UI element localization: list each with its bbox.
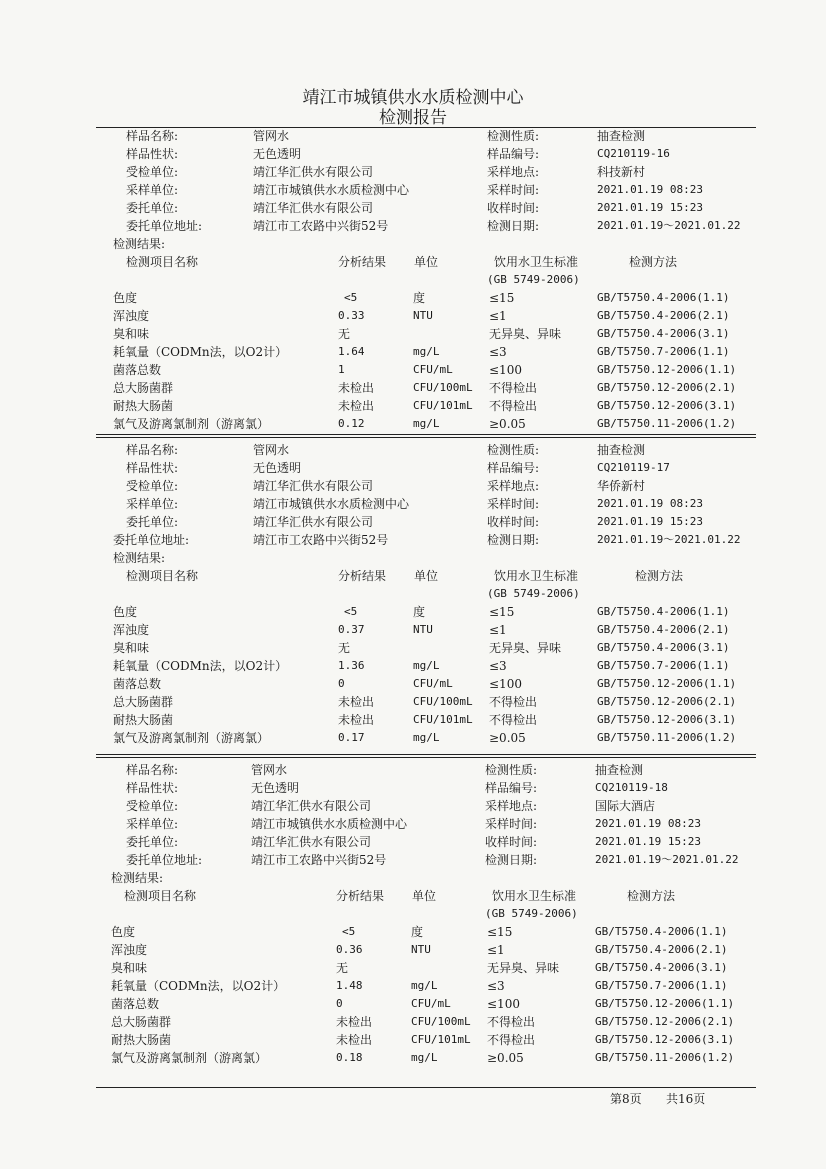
value-inspected-unit: 靖江华汇供水有限公司 — [251, 799, 372, 813]
value-sampling-site: 国际大酒店 — [595, 799, 656, 813]
cell-unit: CFU/mL — [411, 997, 451, 1010]
cell-result: 1.36 — [338, 659, 365, 672]
cell-method: GB/T5750.11-2006(1.2) — [597, 731, 737, 744]
cell-unit: mg/L — [411, 1051, 438, 1064]
cell-standard: ≥0.05 — [489, 731, 526, 745]
cell-standard: ≤1 — [489, 623, 507, 637]
value-sampling-unit: 靖江市城镇供水水质检测中心 — [253, 183, 410, 197]
label-sampling-time: 采样时间: — [485, 817, 538, 831]
value-inspected-unit: 靖江华汇供水有限公司 — [253, 165, 374, 179]
value-sample-name: 管网水 — [253, 443, 290, 457]
cell-unit: 度 — [411, 925, 424, 939]
cell-item: 总大肠菌群 — [113, 381, 174, 395]
cell-method: GB/T5750.11-2006(1.2) — [597, 417, 737, 430]
cell-standard: ≤15 — [487, 925, 513, 939]
cell-method: GB/T5750.12-2006(1.1) — [597, 677, 737, 690]
cell-method: GB/T5750.7-2006(1.1) — [597, 659, 730, 672]
cell-method: GB/T5750.12-2006(2.1) — [597, 381, 737, 394]
label-inspected-unit: 受检单位: — [126, 165, 179, 179]
cell-result: 无 — [338, 641, 351, 655]
page-number: 第8页 — [610, 1092, 642, 1106]
label-test-date: 检测日期: — [487, 533, 540, 547]
cell-method: GB/T5750.12-2006(3.1) — [597, 713, 737, 726]
cell-unit: CFU/100mL — [413, 381, 473, 394]
label-sampling-site: 采样地点: — [485, 799, 538, 813]
cell-item: 臭和味 — [111, 961, 148, 975]
cell-item: 浑浊度 — [111, 943, 148, 957]
cell-method: GB/T5750.7-2006(1.1) — [595, 979, 728, 992]
cell-standard: ≤1 — [489, 309, 507, 323]
cell-method: GB/T5750.4-2006(2.1) — [597, 623, 730, 636]
cell-item: 色度 — [111, 925, 136, 939]
cell-result: 未检出 — [336, 1015, 373, 1029]
label-entrusting-unit: 委托单位: — [126, 835, 179, 849]
col-method-header: 检测方法 — [629, 255, 678, 269]
cell-result: <5 — [344, 291, 358, 304]
label-test-nature: 检测性质: — [487, 129, 540, 143]
label-receiving-time: 收样时间: — [487, 515, 540, 529]
cell-result: 未检出 — [338, 381, 375, 395]
value-test-nature: 抽查检测 — [595, 763, 644, 777]
label-test-nature: 检测性质: — [487, 443, 540, 457]
cell-result: 0.18 — [336, 1051, 363, 1064]
cell-result: <5 — [342, 925, 356, 938]
value-test-nature: 抽查检测 — [597, 129, 646, 143]
footer-rule — [96, 1087, 756, 1088]
cell-item: 氯气及游离氯制剂（游离氯） — [111, 1051, 268, 1065]
value-receiving-time: 2021.01.19 15:23 — [595, 835, 701, 848]
cell-unit: CFU/100mL — [413, 695, 473, 708]
label-sampling-time: 采样时间: — [487, 183, 540, 197]
cell-result: 0.36 — [336, 943, 363, 956]
label-entrusting-unit: 委托单位: — [126, 515, 179, 529]
value-entrusting-address: 靖江市工农路中兴街52号 — [251, 853, 387, 867]
cell-result: 0.12 — [338, 417, 365, 430]
cell-unit: mg/L — [413, 345, 440, 358]
value-sample-name: 管网水 — [251, 763, 288, 777]
cell-result: 未检出 — [336, 1033, 373, 1047]
cell-unit: mg/L — [411, 979, 438, 992]
cell-method: GB/T5750.4-2006(1.1) — [597, 605, 730, 618]
cell-standard: 不得检出 — [487, 1015, 536, 1029]
cell-item: 色度 — [113, 291, 138, 305]
results-heading: 检测结果: — [113, 237, 166, 251]
col-standard-ref: (GB 5749-2006) — [485, 907, 578, 920]
cell-result: 无 — [338, 327, 351, 341]
cell-standard: 不得检出 — [489, 381, 538, 395]
value-sample-no: CQ210119-18 — [595, 781, 668, 794]
value-sampling-time: 2021.01.19 08:23 — [597, 183, 703, 196]
cell-item: 总大肠菌群 — [113, 695, 174, 709]
cell-unit: CFU/mL — [413, 363, 453, 376]
label-sampling-site: 采样地点: — [487, 165, 540, 179]
label-entrusting-address: 委托单位地址: — [113, 533, 190, 547]
value-sampling-time: 2021.01.19 08:23 — [597, 497, 703, 510]
value-sample-nature: 无色透明 — [251, 781, 300, 795]
header-rule — [96, 127, 756, 128]
cell-result: 0.37 — [338, 623, 365, 636]
cell-item: 氯气及游离氯制剂（游离氯） — [113, 417, 270, 431]
cell-method: GB/T5750.11-2006(1.2) — [595, 1051, 735, 1064]
cell-method: GB/T5750.4-2006(1.1) — [595, 925, 728, 938]
cell-standard: ≥0.05 — [489, 417, 526, 431]
label-entrusting-unit: 委托单位: — [126, 201, 179, 215]
label-test-nature: 检测性质: — [485, 763, 538, 777]
value-test-nature: 抽查检测 — [597, 443, 646, 457]
cell-unit: CFU/101mL — [413, 713, 473, 726]
value-sample-name: 管网水 — [253, 129, 290, 143]
col-standard-ref: (GB 5749-2006) — [487, 273, 580, 286]
label-sampling-unit: 采样单位: — [126, 817, 179, 831]
cell-item: 总大肠菌群 — [111, 1015, 172, 1029]
cell-standard: ≤100 — [489, 363, 522, 377]
label-test-date: 检测日期: — [485, 853, 538, 867]
cell-standard: 不得检出 — [489, 695, 538, 709]
label-receiving-time: 收样时间: — [487, 201, 540, 215]
label-sampling-unit: 采样单位: — [126, 183, 179, 197]
cell-standard: ≤3 — [487, 979, 505, 993]
cell-unit: mg/L — [413, 417, 440, 430]
col-item-header: 检测项目名称 — [124, 889, 197, 903]
label-sample-no: 样品编号: — [487, 461, 540, 475]
cell-unit: CFU/100mL — [411, 1015, 471, 1028]
cell-unit: NTU — [413, 623, 433, 636]
cell-standard: ≤100 — [489, 677, 522, 691]
report-subtitle: 检测报告 — [379, 108, 447, 128]
section-divider-2 — [96, 754, 756, 755]
value-receiving-time: 2021.01.19 15:23 — [597, 201, 703, 214]
cell-result: 0 — [338, 677, 345, 690]
label-sample-nature: 样品性状: — [126, 781, 179, 795]
cell-standard: 不得检出 — [487, 1033, 536, 1047]
cell-standard: ≤3 — [489, 659, 507, 673]
label-sampling-time: 采样时间: — [487, 497, 540, 511]
cell-method: GB/T5750.12-2006(2.1) — [597, 695, 737, 708]
value-sampling-unit: 靖江市城镇供水水质检测中心 — [253, 497, 410, 511]
cell-method: GB/T5750.4-2006(2.1) — [595, 943, 728, 956]
cell-item: 臭和味 — [113, 641, 150, 655]
cell-item: 菌落总数 — [113, 677, 162, 691]
cell-result: <5 — [344, 605, 358, 618]
col-standard-header: 饮用水卫生标准 — [494, 569, 579, 583]
cell-method: GB/T5750.4-2006(2.1) — [597, 309, 730, 322]
label-sample-no: 样品编号: — [485, 781, 538, 795]
value-entrusting-unit: 靖江华汇供水有限公司 — [251, 835, 372, 849]
cell-unit: CFU/mL — [413, 677, 453, 690]
cell-standard: 无异臭、异味 — [489, 641, 562, 655]
col-standard-ref: (GB 5749-2006) — [487, 587, 580, 600]
value-sample-nature: 无色透明 — [253, 147, 302, 161]
cell-method: GB/T5750.12-2006(3.1) — [595, 1033, 735, 1046]
cell-standard: ≥0.05 — [487, 1051, 524, 1065]
col-unit-header: 单位 — [412, 889, 437, 903]
cell-item: 耗氧量（CODMn法，以O2计） — [113, 659, 288, 673]
cell-item: 耐热大肠菌 — [113, 399, 174, 413]
report-title: 靖江市城镇供水水质检测中心 — [302, 88, 524, 108]
cell-method: GB/T5750.4-2006(3.1) — [597, 641, 730, 654]
cell-method: GB/T5750.12-2006(3.1) — [597, 399, 737, 412]
cell-method: GB/T5750.7-2006(1.1) — [597, 345, 730, 358]
label-sample-nature: 样品性状: — [126, 461, 179, 475]
cell-method: GB/T5750.4-2006(3.1) — [595, 961, 728, 974]
value-entrusting-unit: 靖江华汇供水有限公司 — [253, 515, 374, 529]
label-sample-name: 样品名称: — [126, 763, 179, 777]
label-inspected-unit: 受检单位: — [126, 799, 179, 813]
cell-unit: 度 — [413, 605, 426, 619]
cell-item: 菌落总数 — [111, 997, 160, 1011]
cell-standard: ≤3 — [489, 345, 507, 359]
cell-result: 1 — [338, 363, 345, 376]
cell-method: GB/T5750.12-2006(1.1) — [597, 363, 737, 376]
value-entrusting-address: 靖江市工农路中兴街52号 — [253, 533, 389, 547]
value-test-date: 2021.01.19～2021.01.22 — [597, 533, 741, 546]
label-sampling-site: 采样地点: — [487, 479, 540, 493]
cell-unit: CFU/101mL — [411, 1033, 471, 1046]
cell-standard: ≤15 — [489, 605, 515, 619]
cell-item: 臭和味 — [113, 327, 150, 341]
cell-item: 耗氧量（CODMn法，以O2计） — [113, 345, 288, 359]
cell-standard: 不得检出 — [489, 399, 538, 413]
label-entrusting-address: 委托单位地址: — [126, 219, 203, 233]
results-heading: 检测结果: — [111, 871, 164, 885]
value-sample-nature: 无色透明 — [253, 461, 302, 475]
value-sample-no: CQ210119-17 — [597, 461, 670, 474]
value-sample-no: CQ210119-16 — [597, 147, 670, 160]
col-result-header: 分析结果 — [338, 569, 387, 583]
label-entrusting-address: 委托单位地址: — [126, 853, 203, 867]
value-sampling-site: 科技新村 — [597, 165, 646, 179]
cell-standard: ≤100 — [487, 997, 520, 1011]
col-result-header: 分析结果 — [336, 889, 385, 903]
cell-result: 未检出 — [338, 695, 375, 709]
col-standard-header: 饮用水卫生标准 — [494, 255, 579, 269]
label-sample-nature: 样品性状: — [126, 147, 179, 161]
cell-item: 浑浊度 — [113, 623, 150, 637]
value-test-date: 2021.01.19～2021.01.22 — [597, 219, 741, 232]
cell-result: 1.64 — [338, 345, 365, 358]
results-heading: 检测结果: — [113, 551, 166, 565]
cell-unit: NTU — [413, 309, 433, 322]
value-entrusting-address: 靖江市工农路中兴街52号 — [253, 219, 389, 233]
cell-item: 耐热大肠菌 — [113, 713, 174, 727]
cell-standard: ≤1 — [487, 943, 505, 957]
cell-result: 0.17 — [338, 731, 365, 744]
col-unit-header: 单位 — [414, 569, 439, 583]
cell-item: 氯气及游离氯制剂（游离氯） — [113, 731, 270, 745]
value-entrusting-unit: 靖江华汇供水有限公司 — [253, 201, 374, 215]
section-divider-1 — [96, 434, 756, 435]
col-method-header: 检测方法 — [635, 569, 684, 583]
value-inspected-unit: 靖江华汇供水有限公司 — [253, 479, 374, 493]
cell-unit: mg/L — [413, 731, 440, 744]
label-sample-name: 样品名称: — [126, 129, 179, 143]
cell-method: GB/T5750.12-2006(2.1) — [595, 1015, 735, 1028]
cell-item: 色度 — [113, 605, 138, 619]
cell-result: 1.48 — [336, 979, 363, 992]
label-test-date: 检测日期: — [487, 219, 540, 233]
cell-result: 0.33 — [338, 309, 365, 322]
cell-result: 无 — [336, 961, 349, 975]
cell-method: GB/T5750.4-2006(1.1) — [597, 291, 730, 304]
cell-unit: CFU/101mL — [413, 399, 473, 412]
col-item-header: 检测项目名称 — [126, 255, 199, 269]
value-receiving-time: 2021.01.19 15:23 — [597, 515, 703, 528]
value-sampling-unit: 靖江市城镇供水水质检测中心 — [251, 817, 408, 831]
cell-item: 浑浊度 — [113, 309, 150, 323]
label-sample-no: 样品编号: — [487, 147, 540, 161]
cell-unit: mg/L — [413, 659, 440, 672]
col-unit-header: 单位 — [414, 255, 439, 269]
col-result-header: 分析结果 — [338, 255, 387, 269]
cell-item: 耐热大肠菌 — [111, 1033, 172, 1047]
label-receiving-time: 收样时间: — [485, 835, 538, 849]
cell-unit: 度 — [413, 291, 426, 305]
label-sample-name: 样品名称: — [126, 443, 179, 457]
cell-standard: ≤15 — [489, 291, 515, 305]
cell-result: 未检出 — [338, 399, 375, 413]
cell-method: GB/T5750.12-2006(1.1) — [595, 997, 735, 1010]
cell-item: 菌落总数 — [113, 363, 162, 377]
label-sampling-unit: 采样单位: — [126, 497, 179, 511]
cell-result: 未检出 — [338, 713, 375, 727]
value-test-date: 2021.01.19～2021.01.22 — [595, 853, 739, 866]
cell-result: 0 — [336, 997, 343, 1010]
page-total: 共16页 — [666, 1092, 706, 1106]
value-sampling-site: 华侨新村 — [597, 479, 646, 493]
value-sampling-time: 2021.01.19 08:23 — [595, 817, 701, 830]
cell-item: 耗氧量（CODMn法，以O2计） — [111, 979, 286, 993]
col-method-header: 检测方法 — [627, 889, 676, 903]
cell-standard: 不得检出 — [489, 713, 538, 727]
col-standard-header: 饮用水卫生标准 — [492, 889, 577, 903]
label-inspected-unit: 受检单位: — [126, 479, 179, 493]
cell-method: GB/T5750.4-2006(3.1) — [597, 327, 730, 340]
cell-unit: NTU — [411, 943, 431, 956]
cell-standard: 无异臭、异味 — [487, 961, 560, 975]
col-item-header: 检测项目名称 — [126, 569, 199, 583]
cell-standard: 无异臭、异味 — [489, 327, 562, 341]
